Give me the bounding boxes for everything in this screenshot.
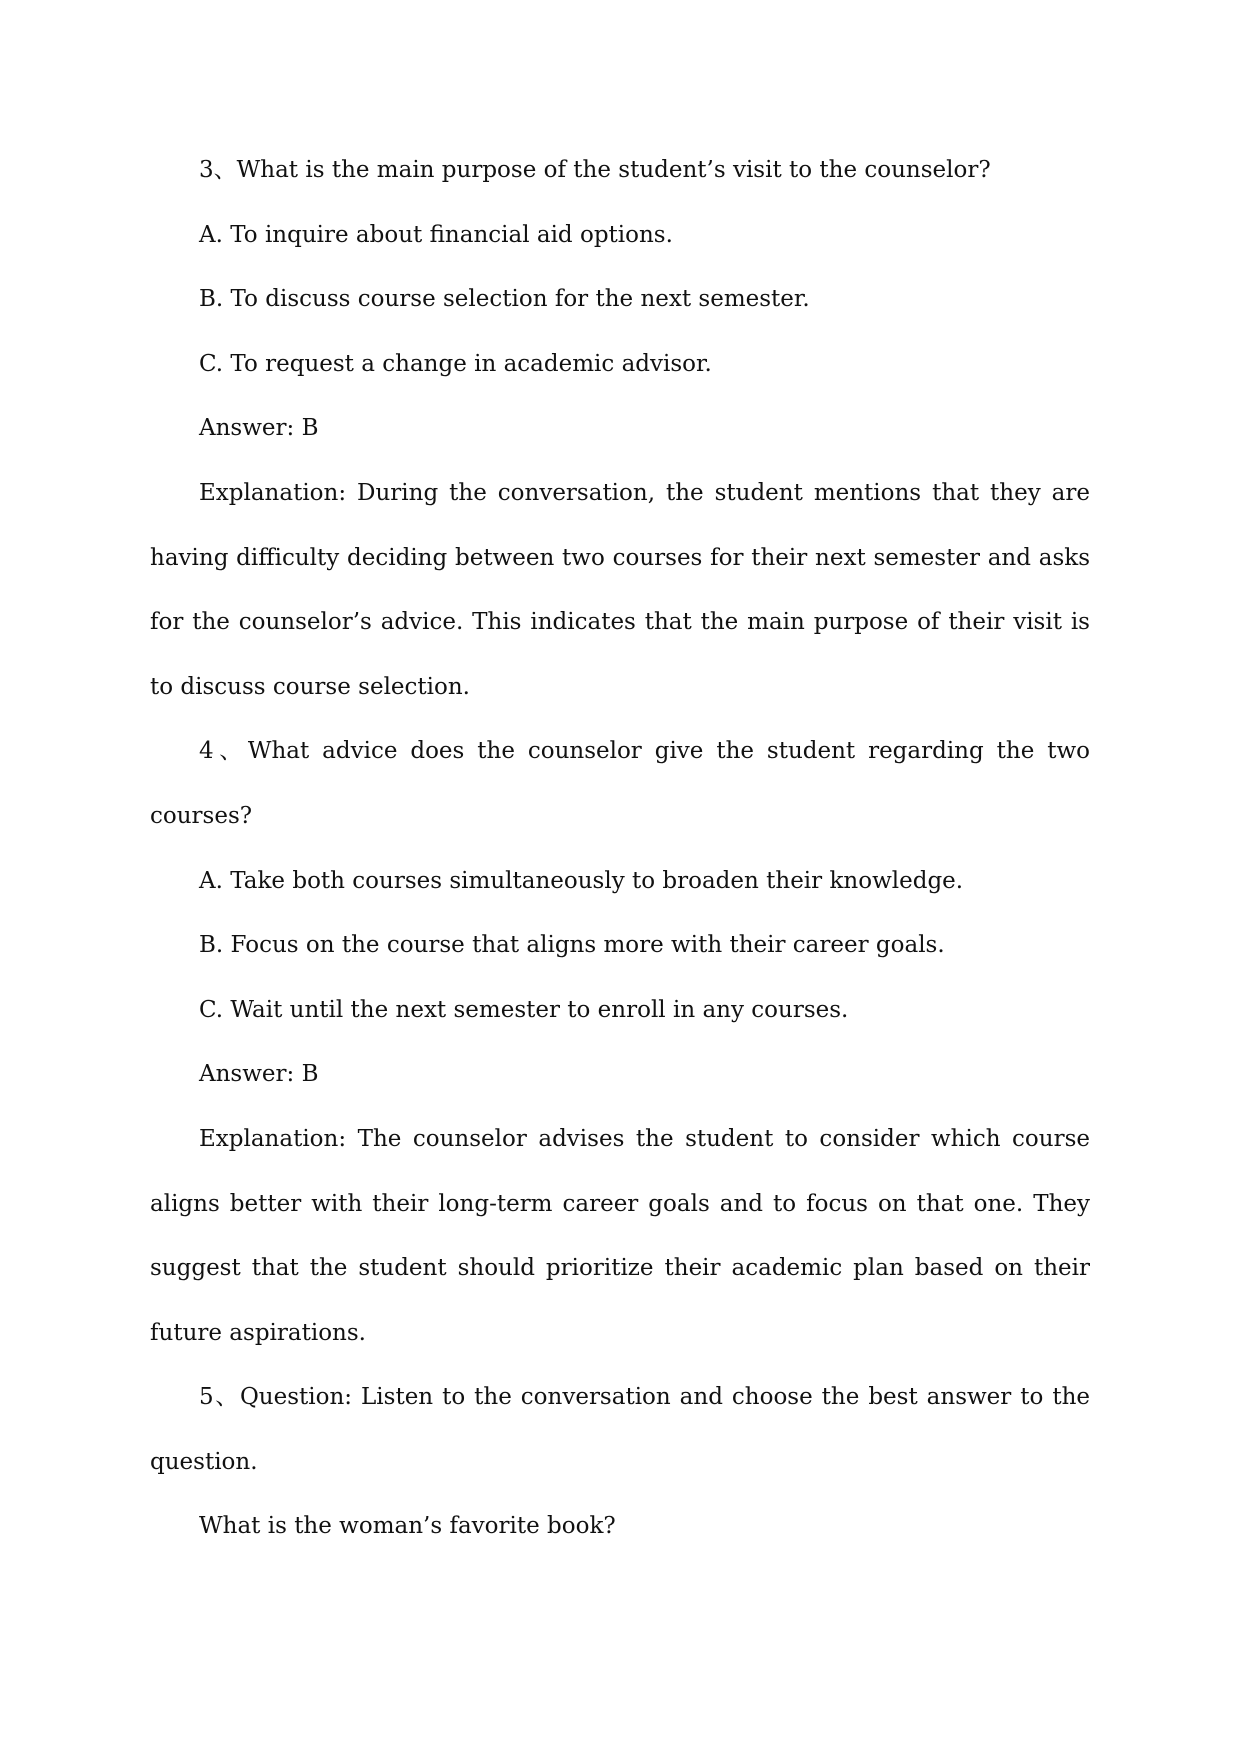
question-4-option-c: C. Wait until the next semester to enroll in any courses. [199, 996, 849, 1023]
document-page [150, 138, 1090, 1559]
question-5-sub-prompt: What is the woman’s favorite book? [199, 1513, 616, 1540]
question-3-explanation: Explanation: During the conversation, the student mentions that they are having difficulty deciding between two courses for their next semester and asks for the counselor’s advice. This indicates that the main purpose of their visit is to discuss course selection. [150, 479, 1090, 700]
question-4-answer: Answer: B [199, 1061, 319, 1088]
question-5-prompt: 5、Question: Listen to the conversation and choose the best answer to the question. [150, 1384, 1090, 1475]
question-4-option-a: A. Take both courses simultaneously to broaden their knowledge. [199, 867, 964, 894]
question-3-prompt: 3、What is the main purpose of the student’s visit to the counselor? [199, 157, 991, 183]
question-4-option-b: B. Focus on the course that aligns more with their career goals. [199, 932, 945, 959]
question-4-prompt: 4、What advice does the counselor give the student regarding the two courses? [150, 738, 1090, 829]
question-3-option-a: A. To inquire about financial aid options. [199, 221, 673, 248]
question-3-option-b: B. To discuss course selection for the next semester. [199, 286, 810, 313]
question-4-explanation: Explanation: The counselor advises the student to consider which course aligns better with their long-term career goals and to focus on that one. They suggest that the student should prioritize their academic plan based on their future aspirations. [150, 1125, 1090, 1346]
question-3-option-c: C. To request a change in academic advisor. [199, 350, 712, 377]
question-3-answer: Answer: B [199, 415, 319, 442]
